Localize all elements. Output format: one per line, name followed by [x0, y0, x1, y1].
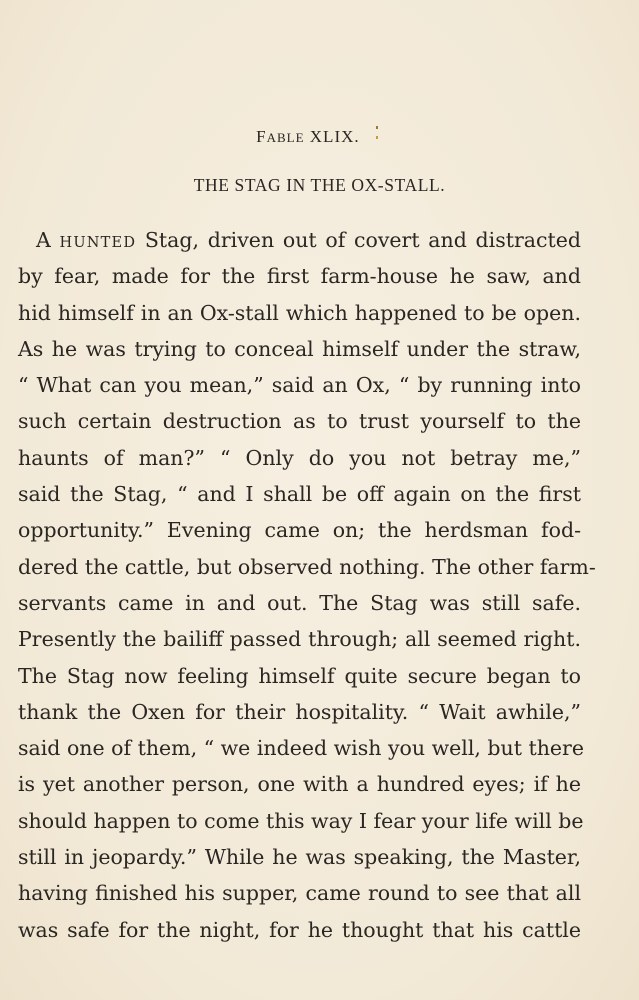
fable-body	[18, 222, 596, 948]
text-line: should happen to come this way I fear your life will be	[18, 808, 584, 833]
text-line: said one of them, “ we indeed wish you well, but there	[18, 736, 584, 761]
line-text: Stag, driven out of covert and distracted	[144, 228, 581, 252]
text-line: Presently the bailiff passed through; all seemed right.	[18, 627, 581, 652]
opening-word: A	[36, 228, 51, 252]
text-line: As he was trying to conceal himself under the straw,	[18, 336, 581, 361]
text-line: is yet another person, one with a hundred eyes; if he	[18, 772, 581, 797]
text-line: servants came in and out. The Stag was still safe.	[18, 590, 581, 615]
text-line: having finished his supper, came round to see that all	[18, 881, 581, 906]
text-line: The Stag now feeling himself quite secure began to	[18, 663, 581, 688]
text-line: was safe for the night, for he thought that his cattle	[18, 917, 581, 942]
fable-word-smallcaps: ABLE	[266, 130, 305, 145]
text-line: thank the Oxen for their hospitality. “ Wait awhile,”	[18, 699, 581, 724]
text-line: still in jeopardy.” While he was speaking, the Master,	[18, 845, 581, 870]
ink-mark	[371, 124, 383, 147]
fable-title: THE STAG IN THE OX-STALL.	[193, 175, 446, 195]
text-line: dered the cattle, but observed nothing. The other farm-	[18, 554, 596, 579]
fable-word: FABLE	[256, 127, 305, 146]
text-line: said the Stag, “ and I shall be off again on the first	[18, 482, 581, 507]
fable-number-heading	[0, 124, 639, 147]
text-line: “ What can you mean,” said an Ox, “ by running into	[18, 373, 581, 398]
text-line: haunts of man?” “ Only do you not betray me,”	[18, 445, 581, 470]
text-line: by fear, made for the first farm-house he saw, and	[18, 264, 581, 289]
fable-number: XLIX.	[309, 127, 360, 146]
text-line: hid himself in an Ox-stall which happened to be open.	[18, 300, 581, 325]
opening-smallcaps: HUNTED	[59, 235, 137, 251]
text-line: opportunity.” Evening came on; the herdsman fod-	[18, 518, 581, 543]
text-line: such certain destruction as to trust yourself to the	[18, 409, 581, 434]
text-line	[18, 222, 581, 258]
